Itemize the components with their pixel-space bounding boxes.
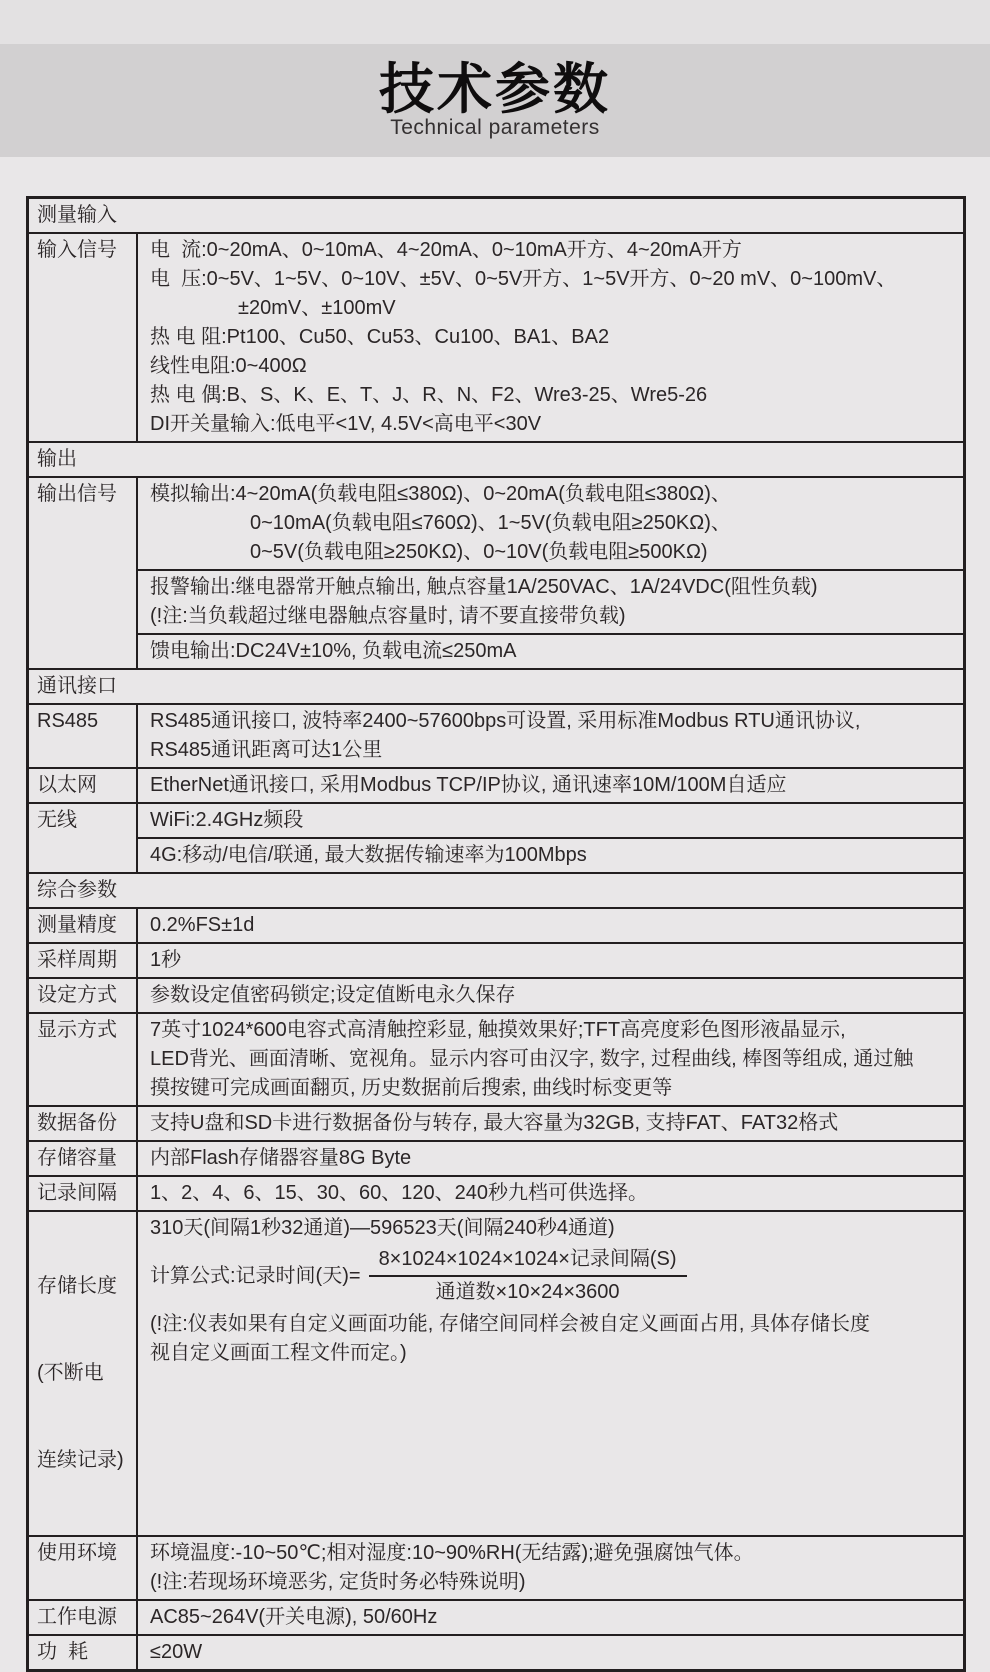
row-content	[138, 1537, 963, 1599]
row-content	[138, 909, 963, 942]
spec-text-line: RS485通讯距离可达1公里	[150, 739, 383, 761]
row-label: 功 耗	[29, 1636, 138, 1669]
page-subtitle: Technical parameters	[390, 116, 600, 139]
spec-text-line: 支持U盘和SD卡进行数据备份与转存, 最大容量为32GB, 支持FAT、FAT32格式	[150, 1112, 839, 1134]
spec-text-line: 内部Flash存储器容量8G Byte	[150, 1147, 412, 1169]
spec-text-line: 视自定义画面工程文件而定。)	[150, 1342, 407, 1364]
section-header-output: 输出	[29, 441, 963, 476]
section-header-comm-interface: 通讯接口	[29, 668, 963, 703]
spec-text-line: 热 电 偶:B、S、K、E、T、J、R、N、F2、Wre3-25、Wre5-26	[150, 384, 708, 406]
alarm-output-block	[138, 569, 963, 633]
spec-text-line: ≤20W	[150, 1641, 203, 1663]
spec-row-wireless	[29, 802, 963, 872]
spec-text-line: 1秒	[150, 949, 182, 971]
spec-row-data-backup	[29, 1105, 963, 1140]
row-content	[138, 478, 963, 668]
spec-text-line: 环境温度:-10~50℃;相对湿度:10~90%RH(无结露);避免强腐蚀气体。	[150, 1542, 754, 1564]
spec-row-input-signal	[29, 232, 963, 441]
spec-row-accuracy	[29, 907, 963, 942]
row-label: 显示方式	[29, 1014, 138, 1105]
row-content	[138, 1177, 963, 1210]
spec-text-line: 线性电阻:0~400Ω	[150, 355, 307, 377]
section-header-measurement-input: 测量输入	[37, 204, 117, 226]
spec-text-line: 报警输出:继电器常开触点输出, 触点容量1A/250VAC、1A/24VDC(阻性负载)	[150, 576, 818, 598]
row-label: 以太网	[29, 769, 138, 802]
spec-text-line: RS485通讯接口, 波特率2400~57600bps可设置, 采用标准Modbus RTU通讯协议,	[150, 710, 861, 732]
spec-text-line: 7英寸1024*600电容式高清触控彩显, 触摸效果好;TFT高亮度彩色图形液晶显示,	[150, 1019, 846, 1041]
spec-row-output-signal	[29, 476, 963, 668]
spec-text-line: (!注:仪表如果有自定义画面功能, 存储空间同样会被自定义画面占用, 具体存储长度	[150, 1313, 870, 1335]
spec-text-line: AC85~264V(开关电源), 50/60Hz	[150, 1606, 438, 1628]
row-label: 输入信号	[29, 234, 138, 441]
row-content	[138, 234, 963, 441]
4g-block	[138, 837, 963, 872]
spec-text-line: 0~5V(负载电阻≥250KΩ)、0~10V(负载电阻≥500KΩ)	[250, 541, 708, 563]
formula-numerator: 8×1024×1024×1024×记录间隔(S)	[369, 1245, 687, 1277]
row-content	[138, 1107, 963, 1140]
spec-text-line: 热 电 阻:Pt100、Cu50、Cu53、Cu100、BA1、BA2	[150, 326, 610, 348]
row-label: 采样周期	[29, 944, 138, 977]
row-label-line: (不断电	[37, 1362, 104, 1384]
row-content	[138, 979, 963, 1012]
spec-text-line: 参数设定值密码锁定;设定值断电永久保存	[150, 984, 516, 1006]
top-strip	[0, 0, 990, 44]
spec-row-setting-mode	[29, 977, 963, 1012]
spec-row-rs485	[29, 703, 963, 767]
row-label-line: 存储长度	[37, 1275, 117, 1297]
row-content	[138, 1636, 963, 1669]
wifi-block	[138, 804, 963, 837]
row-label: 存储容量	[29, 1142, 138, 1175]
row-content	[138, 705, 963, 767]
formula-denominator: 通道数×10×24×3600	[435, 1281, 620, 1303]
row-label: 输出信号	[29, 478, 138, 668]
formula-prefix: 计算公式:记录时间(天)=	[150, 1264, 361, 1287]
spec-row-storage-length	[29, 1210, 963, 1535]
row-label: 使用环境	[29, 1537, 138, 1599]
row-content	[138, 804, 963, 872]
spec-text-line: 电 流:0~20mA、0~10mA、4~20mA、0~10mA开方、4~20mA开方	[150, 239, 742, 261]
spec-text-line: DI开关量输入:低电平<1V, 4.5V<高电平<30V	[150, 413, 542, 435]
row-label	[29, 1212, 138, 1535]
spec-text-line: WiFi:2.4GHz频段	[150, 809, 304, 831]
spec-row-power-consumption	[29, 1634, 963, 1669]
spec-text-line: 0~10mA(负载电阻≤760Ω)、1~5V(负载电阻≥250KΩ)、	[250, 512, 731, 534]
spec-text-line: 模拟输出:4~20mA(负载电阻≤380Ω)、0~20mA(负载电阻≤380Ω)、	[150, 483, 731, 505]
storage-formula	[150, 1245, 963, 1307]
analog-output-block	[138, 478, 963, 569]
row-label: RS485	[29, 705, 138, 767]
spec-row-record-interval	[29, 1175, 963, 1210]
row-label: 工作电源	[29, 1601, 138, 1634]
row-content	[138, 1601, 963, 1634]
spec-text-line: 电 压:0~5V、1~5V、0~10V、±5V、0~5V开方、1~5V开方、0~20 mV、0~100mV、	[150, 268, 897, 290]
spec-text-line: 0.2%FS±1d	[150, 914, 255, 936]
spec-text-line: 4G:移动/电信/联通, 最大数据传输速率为100Mbps	[150, 844, 587, 866]
spec-row-display-mode	[29, 1012, 963, 1105]
row-label: 无线	[29, 804, 138, 872]
row-content	[138, 1212, 963, 1535]
row-content	[138, 1014, 963, 1105]
row-content	[138, 944, 963, 977]
row-content	[138, 769, 963, 802]
row-label: 记录间隔	[29, 1177, 138, 1210]
formula-fraction	[369, 1245, 687, 1307]
spec-row-storage-capacity	[29, 1140, 963, 1175]
section-header-general-params: 综合参数	[29, 872, 963, 907]
row-content	[138, 1142, 963, 1175]
spec-text-line: 摸按键可完成画面翻页, 历史数据前后搜索, 曲线时标变更等	[150, 1077, 673, 1099]
spec-row-environment	[29, 1535, 963, 1599]
row-label-line: 连续记录)	[37, 1449, 124, 1471]
spec-text-line: 1、2、4、6、15、30、60、120、240秒九档可供选择。	[150, 1182, 648, 1204]
page-title: 技术参数	[378, 58, 611, 120]
spec-text-line: (!注:若现场环境恶劣, 定货时务必特殊说明)	[150, 1571, 526, 1593]
row-label: 数据备份	[29, 1107, 138, 1140]
spec-text-line: EtherNet通讯接口, 采用Modbus TCP/IP协议, 通讯速率10M/100M自适应	[150, 774, 787, 796]
spec-text-line: LED背光、画面清晰、宽视角。显示内容可由汉字, 数字, 过程曲线, 棒图等组成, 通过触	[150, 1048, 914, 1070]
spec-text-line: 310天(间隔1秒32通道)—596523天(间隔240秒4通道)	[150, 1217, 615, 1239]
page-header	[0, 60, 990, 140]
spec-text-line: ±20mV、±100mV	[238, 297, 396, 319]
spec-text-line: 馈电输出:DC24V±10%, 负载电流≤250mA	[150, 640, 517, 662]
spec-row-ethernet	[29, 767, 963, 802]
spec-text-line: (!注:当负载超过继电器触点容量时, 请不要直接带负载)	[150, 605, 626, 627]
spec-row-power-supply	[29, 1599, 963, 1634]
spec-table	[26, 196, 966, 1672]
feed-output-block	[138, 633, 963, 668]
row-label: 测量精度	[29, 909, 138, 942]
spec-row-sampling-period	[29, 942, 963, 977]
row-label: 设定方式	[29, 979, 138, 1012]
